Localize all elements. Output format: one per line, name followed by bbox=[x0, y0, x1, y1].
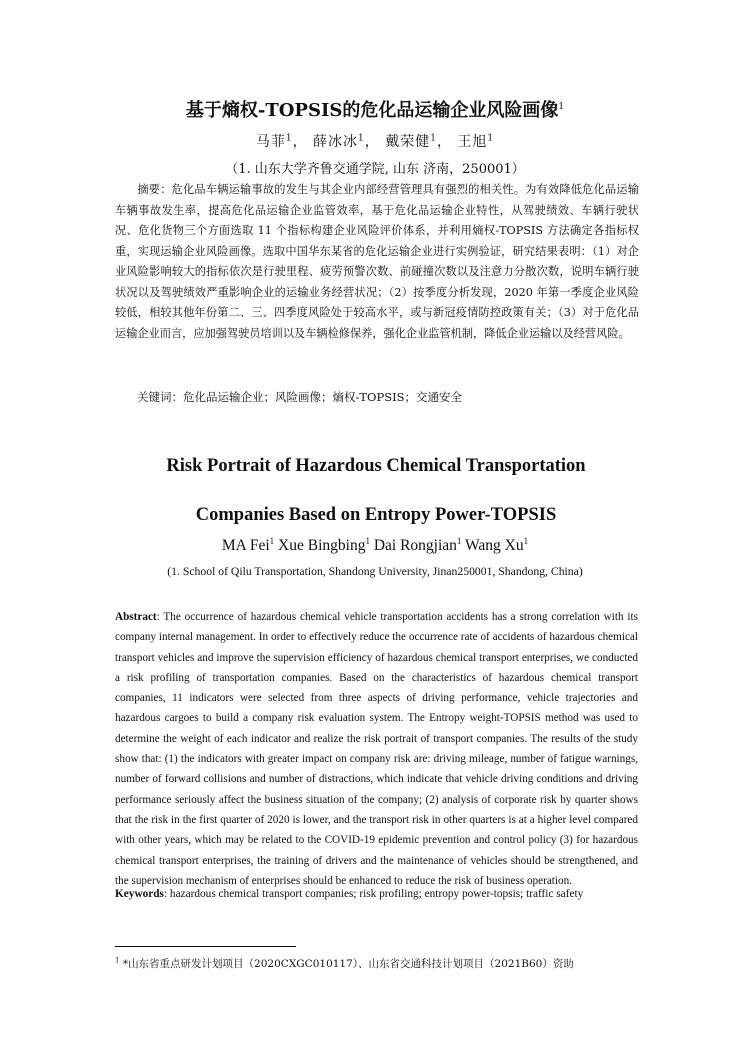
chinese-author bbox=[313, 134, 380, 150]
footnote-text: *山东省重点研发计划项目（2020CXGC010117）、山东省交通科技计划项目（2021B60）资助 bbox=[122, 958, 574, 970]
chinese-authors bbox=[0, 131, 750, 151]
english-title-line-1: Risk Portrait of Hazardous Chemical Transportation bbox=[166, 456, 586, 476]
chinese-author-separator: ， bbox=[364, 134, 380, 150]
chinese-author-mark: 1 bbox=[487, 133, 495, 144]
chinese-author-mark: 1 bbox=[430, 133, 437, 144]
english-title-line-2: Companies Based on Entropy Power-TOPSIS bbox=[195, 505, 557, 525]
chinese-author-mark: 1 bbox=[285, 133, 293, 144]
chinese-title-footnote-mark: 1 bbox=[558, 102, 565, 112]
english-author-mark: 1 bbox=[365, 536, 370, 546]
english-author-mark: 1 bbox=[269, 536, 275, 546]
chinese-affiliation: （1. 山东大学齐鲁交通学院, 山东 济南，250001） bbox=[225, 162, 525, 177]
english-abstract-label: Abstract bbox=[115, 611, 157, 623]
chinese-abstract: 摘要：危化品车辆运输事故的发生与其企业内部经营管理具有强烈的相关性。为有效降低危化品运输车辆事故发生率，提高危化品运输企业监管效率，基于危化品运输企业特性，从驾驶绩效、车辆行驶状况、危化货物三个方面选取 11 个指标构建企业风险评价体系，并利用熵权-TOPSIS 方法确定各指标权重，实现运输企业风险画像。选取中国华东某省的危化运输企业进行实例验证，研究结果表明：（1）对企业风险影响较大的指标依次是行驶里程、疲劳预警次数、前碰撞次数以及注意力分散次数，说明车辆行驶状况以及驾驶绩效严重影响企业的运输业务经营状况；（2）按季度分析发现，2020 年第一季度企业风险较低，相较其他年份第二、三、四季度风险处于较高水平，或与新冠疫情防控政策有关；（3）对于危化品运输企业而言，应加强驾驶员培训以及车辆检修保养，强化企业监管机制，降低企业运输以及经营风险。 bbox=[115, 183, 639, 340]
english-authors bbox=[0, 536, 750, 555]
chinese-author bbox=[256, 134, 308, 150]
english-author bbox=[222, 537, 274, 554]
english-abstract-text: : The occurrence of hazardous chemical vehicle transportation accidents has a strong correlation with its company internal management. In order to effectively reduce the occurrence rate of accidents of hazardous chemical transport vehicles and improve the supervision efficiency of hazardous chemical transport enterprises, we conducted a risk profiling of transportation companies. Based on the characteristics of hazardous chemical transport companies, 11 indicators were selected from three aspects of driving performance, vehicle trajectories and hazardous cargoes to build a company risk evaluation system. The Entropy weight-TOPSIS method was used to determine the weight of each indicator and realize the risk portrait of transport companies. The results of the study show that: (1) the indicators with greater impact on company risk are: driving mileage, number of fatigue warnings, number of forward collisions and number of distractions, which indicate that vehicle driving conditions and driving performance seriously affect the business situation of the company; (2) analysis of corporate risk by quarter shows that the risk in the first quarter of 2020 is lower, and the transport risk in other quarters is at a higher level compared with other years, which may be related to the COVID-19 epidemic prevention and control policy (3) for hazardous chemical transport enterprises, the training of drivers and the maintenance of vehicles should be strengthened, and the supervision mechanism of enterprises should be enhanced to reduce the risk of business operation. bbox=[115, 611, 638, 887]
chinese-author-name: 薛冰冰 bbox=[313, 134, 359, 150]
chinese-author-separator: ， bbox=[292, 134, 308, 150]
english-author-name: Dai Rongjian bbox=[373, 537, 457, 555]
footnote-mark: 1 bbox=[115, 956, 120, 965]
english-author bbox=[374, 537, 462, 554]
english-author-name: MA Fei bbox=[221, 537, 270, 555]
footnote bbox=[115, 956, 574, 971]
chinese-author-name: 马菲 bbox=[255, 134, 286, 150]
english-author-mark: 1 bbox=[456, 536, 462, 546]
english-author-mark: 1 bbox=[523, 536, 529, 546]
english-author-name: Xue Bingbing bbox=[278, 537, 366, 555]
chinese-author-name: 王旭 bbox=[457, 134, 488, 150]
english-author-name: Wang Xu bbox=[465, 537, 524, 555]
footnote-divider bbox=[115, 946, 296, 947]
english-author bbox=[278, 537, 370, 554]
chinese-author bbox=[385, 134, 452, 150]
chinese-title bbox=[0, 96, 750, 122]
chinese-keywords: 关键词：危化品运输企业；风险画像；熵权-TOPSIS；交通安全 bbox=[137, 390, 463, 404]
chinese-author-name: 戴荣健 bbox=[385, 134, 431, 150]
english-title bbox=[100, 446, 652, 536]
english-keywords bbox=[115, 888, 583, 900]
english-keywords-label: Keywords bbox=[115, 888, 164, 900]
english-author bbox=[465, 537, 528, 554]
chinese-title-text: 基于熵权-TOPSIS的危化品运输企业风险画像 bbox=[185, 100, 559, 121]
chinese-author-mark: 1 bbox=[358, 133, 365, 144]
english-abstract bbox=[115, 607, 638, 891]
chinese-author-separator: ， bbox=[436, 134, 452, 150]
english-keywords-text: : hazardous chemical transport companies; risk profiling; entropy power-topsis; traffic safety bbox=[163, 888, 584, 900]
english-affiliation: (1. School of Qilu Transportation, Shandong University, Jinan250001, Shandong, China) bbox=[167, 565, 583, 578]
chinese-author bbox=[457, 134, 494, 150]
